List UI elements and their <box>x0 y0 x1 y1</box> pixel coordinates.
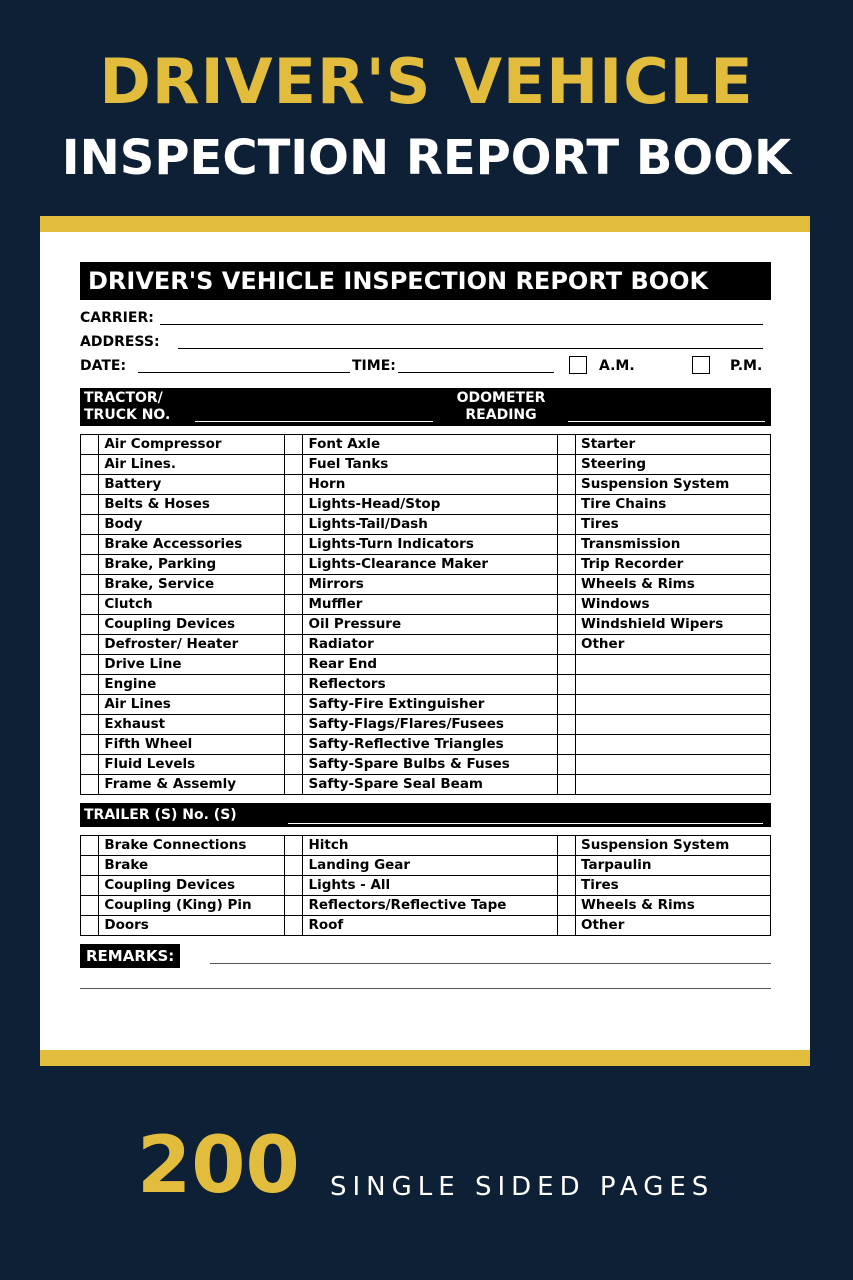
checklist-item: Wheels & Rims <box>576 896 771 916</box>
checklist-item: Lights - All <box>303 876 557 896</box>
checklist-item: Lights-Head/Stop <box>303 495 557 515</box>
check-box[interactable] <box>285 695 303 715</box>
checklist-item: Windows <box>576 595 771 615</box>
check-box[interactable] <box>285 896 303 916</box>
check-box[interactable] <box>557 635 575 655</box>
pm-checkbox[interactable] <box>692 356 710 374</box>
check-box[interactable] <box>285 615 303 635</box>
checklist-item <box>576 655 771 675</box>
odometer-label-line2: READING <box>465 407 537 423</box>
tractor-row <box>81 475 771 495</box>
tractor-row <box>81 655 771 675</box>
checklist-item: Brake <box>99 856 285 876</box>
check-box[interactable] <box>285 856 303 876</box>
gold-band-bottom <box>40 1050 810 1066</box>
checklist-item: Frame & Assemly <box>99 775 285 795</box>
check-box[interactable] <box>285 495 303 515</box>
address-label: ADDRESS: <box>80 334 160 350</box>
checklist-item: Font Axle <box>303 435 557 455</box>
check-box[interactable] <box>557 775 575 795</box>
checklist-item: Defroster/ Heater <box>99 635 285 655</box>
tractor-row <box>81 715 771 735</box>
check-box[interactable] <box>81 575 99 595</box>
check-box[interactable] <box>81 635 99 655</box>
check-box[interactable] <box>81 715 99 735</box>
tractor-row <box>81 735 771 755</box>
check-box[interactable] <box>557 515 575 535</box>
check-box[interactable] <box>81 675 99 695</box>
check-box[interactable] <box>81 455 99 475</box>
check-box[interactable] <box>557 435 575 455</box>
checklist-item: Brake, Service <box>99 575 285 595</box>
checklist-item: Battery <box>99 475 285 495</box>
checklist-item: Reflectors/Reflective Tape <box>303 896 557 916</box>
tractor-row <box>81 755 771 775</box>
check-box[interactable] <box>81 655 99 675</box>
checklist-item: Landing Gear <box>303 856 557 876</box>
tractor-checklist <box>80 434 771 795</box>
tractor-row <box>81 555 771 575</box>
remarks-label: REMARKS: <box>80 944 180 968</box>
remarks-section <box>80 944 771 1004</box>
checklist-item: Windshield Wipers <box>576 615 771 635</box>
check-box[interactable] <box>285 876 303 896</box>
tractor-label-line2: TRUCK NO. <box>84 407 171 423</box>
checklist-item: Other <box>576 635 771 655</box>
check-box[interactable] <box>557 675 575 695</box>
check-box[interactable] <box>557 896 575 916</box>
checklist-item: Tires <box>576 515 771 535</box>
checklist-item: Engine <box>99 675 285 695</box>
check-box[interactable] <box>81 856 99 876</box>
check-box[interactable] <box>285 595 303 615</box>
tractor-odometer-bar <box>80 388 771 426</box>
inspection-form <box>80 262 771 1004</box>
checklist-item <box>576 715 771 735</box>
checklist-item: Suspension System <box>576 475 771 495</box>
check-box[interactable] <box>81 475 99 495</box>
checklist-item: Fluid Levels <box>99 755 285 775</box>
check-box[interactable] <box>557 575 575 595</box>
checklist-item: Hitch <box>303 836 557 856</box>
carrier-field[interactable] <box>160 324 763 325</box>
check-box[interactable] <box>557 595 575 615</box>
time-label: TIME: <box>352 358 396 374</box>
remarks-line-1[interactable] <box>210 963 771 964</box>
checklist-item: Air Compressor <box>99 435 285 455</box>
checklist-item: Safty-Flags/Flares/Fusees <box>303 715 557 735</box>
check-box[interactable] <box>557 916 575 936</box>
tractor-label <box>84 390 170 424</box>
check-box[interactable] <box>81 515 99 535</box>
check-box[interactable] <box>285 435 303 455</box>
checklist-item: Air Lines. <box>99 455 285 475</box>
form-header: DRIVER'S VEHICLE INSPECTION REPORT BOOK <box>80 262 771 300</box>
check-box[interactable] <box>285 755 303 775</box>
checklist-item: Suspension System <box>576 836 771 856</box>
trailer-checklist <box>80 835 771 936</box>
check-box[interactable] <box>81 695 99 715</box>
check-box[interactable] <box>81 896 99 916</box>
address-field[interactable] <box>178 348 763 349</box>
tractor-row <box>81 435 771 455</box>
checklist-item: Reflectors <box>303 675 557 695</box>
check-box[interactable] <box>285 735 303 755</box>
checklist-item: Rear End <box>303 655 557 675</box>
check-box[interactable] <box>81 916 99 936</box>
checklist-item <box>576 695 771 715</box>
checklist-item: Doors <box>99 916 285 936</box>
check-box[interactable] <box>557 615 575 635</box>
trailer-row <box>81 916 771 936</box>
am-label: A.M. <box>599 358 635 374</box>
checklist-item: Air Lines <box>99 695 285 715</box>
check-box[interactable] <box>285 515 303 535</box>
checklist-item: Tires <box>576 876 771 896</box>
check-box[interactable] <box>557 475 575 495</box>
check-box[interactable] <box>81 755 99 775</box>
odometer-label <box>446 390 556 424</box>
checklist-item: Brake Accessories <box>99 535 285 555</box>
checklist-item: Steering <box>576 455 771 475</box>
check-box[interactable] <box>81 775 99 795</box>
checklist-item: Starter <box>576 435 771 455</box>
checklist-item: Fifth Wheel <box>99 735 285 755</box>
page-count-text: SINGLE SIDED PAGES <box>330 1172 715 1202</box>
checklist-item: Radiator <box>303 635 557 655</box>
gold-band-top <box>40 216 810 232</box>
check-box[interactable] <box>285 836 303 856</box>
trailer-label: TRAILER (S) No. (S) <box>84 807 237 823</box>
cover-title-line2: INSPECTION REPORT BOOK <box>61 130 792 186</box>
check-box[interactable] <box>557 755 575 775</box>
checklist-item: Lights-Tail/Dash <box>303 515 557 535</box>
check-box[interactable] <box>81 595 99 615</box>
checklist-item: Safty-Spare Seal Beam <box>303 775 557 795</box>
odometer-field[interactable] <box>568 421 765 422</box>
check-box[interactable] <box>81 435 99 455</box>
checklist-item: Safty-Reflective Triangles <box>303 735 557 755</box>
tractor-row <box>81 515 771 535</box>
checklist-item: Exhaust <box>99 715 285 735</box>
truck-no-field[interactable] <box>195 421 433 422</box>
checklist-item: Trip Recorder <box>576 555 771 575</box>
checklist-item <box>576 675 771 695</box>
check-box[interactable] <box>81 615 99 635</box>
checklist-item: Mirrors <box>303 575 557 595</box>
checklist-item: Tarpaulin <box>576 856 771 876</box>
check-box[interactable] <box>285 916 303 936</box>
check-box[interactable] <box>557 455 575 475</box>
check-box[interactable] <box>557 535 575 555</box>
date-field[interactable] <box>138 372 350 373</box>
checklist-item <box>576 755 771 775</box>
check-box[interactable] <box>285 535 303 555</box>
checklist-item <box>576 735 771 755</box>
check-box[interactable] <box>285 715 303 735</box>
trailer-row <box>81 856 771 876</box>
check-box[interactable] <box>285 555 303 575</box>
checklist-item: Coupling (King) Pin <box>99 896 285 916</box>
check-box[interactable] <box>81 535 99 555</box>
checklist-item: Coupling Devices <box>99 615 285 635</box>
check-box[interactable] <box>557 495 575 515</box>
check-box[interactable] <box>557 856 575 876</box>
checklist-item: Tire Chains <box>576 495 771 515</box>
cover-title-line1: DRIVER'S VEHICLE <box>99 45 754 118</box>
tractor-row <box>81 695 771 715</box>
carrier-line <box>80 306 771 330</box>
checklist-item: Lights-Turn Indicators <box>303 535 557 555</box>
check-box[interactable] <box>285 635 303 655</box>
checklist-item: Clutch <box>99 595 285 615</box>
check-box[interactable] <box>81 495 99 515</box>
check-box[interactable] <box>285 575 303 595</box>
check-box[interactable] <box>557 695 575 715</box>
trailer-row <box>81 896 771 916</box>
check-box[interactable] <box>557 655 575 675</box>
checklist-item: Muffler <box>303 595 557 615</box>
tractor-row <box>81 635 771 655</box>
checklist-item <box>576 775 771 795</box>
tractor-row <box>81 615 771 635</box>
check-box[interactable] <box>81 876 99 896</box>
check-box[interactable] <box>81 735 99 755</box>
checklist-item: Coupling Devices <box>99 876 285 896</box>
tractor-row <box>81 455 771 475</box>
checklist-item: Transmission <box>576 535 771 555</box>
checklist-item: Other <box>576 916 771 936</box>
checklist-item: Belts & Hoses <box>99 495 285 515</box>
check-box[interactable] <box>285 475 303 495</box>
checklist-item: Lights-Clearance Maker <box>303 555 557 575</box>
check-box[interactable] <box>81 836 99 856</box>
pm-label: P.M. <box>730 358 763 374</box>
check-box[interactable] <box>285 655 303 675</box>
check-box[interactable] <box>557 555 575 575</box>
checklist-item: Wheels & Rims <box>576 575 771 595</box>
carrier-label: CARRIER: <box>80 310 154 326</box>
am-checkbox[interactable] <box>569 356 587 374</box>
checklist-item: Horn <box>303 475 557 495</box>
checklist-item: Safty-Fire Extinguisher <box>303 695 557 715</box>
date-time-line <box>80 354 771 378</box>
page-count-section <box>0 1118 853 1218</box>
tractor-row <box>81 595 771 615</box>
check-box[interactable] <box>285 775 303 795</box>
form-card <box>40 216 810 1066</box>
trailer-row <box>81 836 771 856</box>
checklist-item: Brake Connections <box>99 836 285 856</box>
check-box[interactable] <box>285 675 303 695</box>
trailer-row <box>81 876 771 896</box>
checklist-item: Body <box>99 515 285 535</box>
tractor-row <box>81 495 771 515</box>
trailer-no-field[interactable] <box>288 823 763 824</box>
checklist-item: Roof <box>303 916 557 936</box>
check-box[interactable] <box>557 836 575 856</box>
trailer-bar <box>80 803 771 827</box>
date-label: DATE: <box>80 358 127 374</box>
tractor-row <box>81 775 771 795</box>
checklist-item: Brake, Parking <box>99 555 285 575</box>
tractor-label-line1: TRACTOR/ <box>84 390 163 406</box>
checklist-item: Safty-Spare Bulbs & Fuses <box>303 755 557 775</box>
odometer-label-line1: ODOMETER <box>456 390 546 406</box>
remarks-line-2[interactable] <box>80 988 771 989</box>
tractor-row <box>81 575 771 595</box>
checklist-item: Drive Line <box>99 655 285 675</box>
page-count-number: 200 <box>137 1121 300 1211</box>
checklist-item: Fuel Tanks <box>303 455 557 475</box>
check-box[interactable] <box>557 715 575 735</box>
check-box[interactable] <box>557 876 575 896</box>
check-box[interactable] <box>557 735 575 755</box>
address-line <box>80 330 771 354</box>
check-box[interactable] <box>81 555 99 575</box>
checklist-item: Oil Pressure <box>303 615 557 635</box>
check-box[interactable] <box>285 455 303 475</box>
time-field[interactable] <box>398 372 554 373</box>
tractor-row <box>81 675 771 695</box>
tractor-row <box>81 535 771 555</box>
